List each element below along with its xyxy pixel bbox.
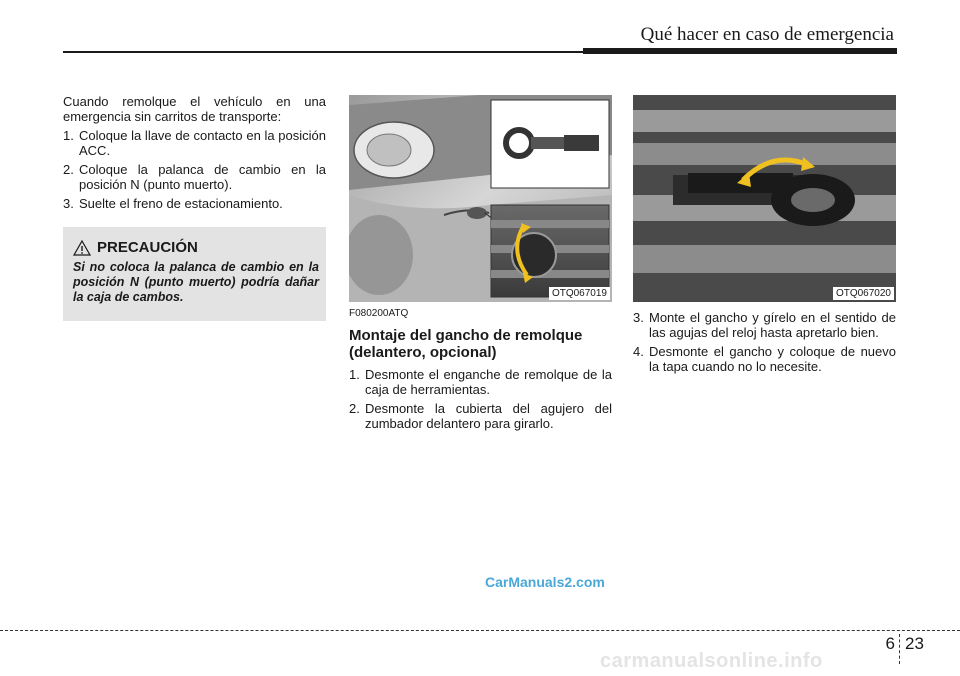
header-rule [63,51,583,53]
hook-install-steps [349,367,612,431]
header-rule-bold [583,48,897,54]
grille-illustration [633,95,896,302]
list-item: 2. Coloque la palanca de cambio en la posición N (punto muerto). [63,162,326,192]
page-number-divider [899,634,901,664]
list-item: 4. Desmonte el gancho y coloque de nuevo la tapa cuando no lo necesite. [633,344,896,374]
towing-steps-list [63,128,326,211]
bumper-illustration [349,95,612,302]
list-item: 1. Desmonte el enganche de remolque de la caja de herramientas. [349,367,612,397]
caution-title: PRECAUCIÓN [97,239,198,256]
list-item: 2. Desmonte la cubierta del agujero del zumbador delantero para girarlo. [349,401,612,431]
right-column [633,310,896,378]
caution-box [63,227,326,321]
figure-code: OTQ067020 [833,287,894,300]
footer-rule [0,630,960,631]
caution-text: Si no coloca la palanca de cambio en la posición N (punto muerto) podría dañar la caja de cambos. [73,260,319,304]
warning-triangle-icon [73,240,91,256]
watermark-carmanualsonline: carmanualsonline.info [600,650,823,672]
section-title: Montaje del gancho de remolque (delantero, opcional) [349,327,583,361]
hook-install-steps-cont [633,310,896,374]
section-ref-code: F080200ATQ [349,308,409,319]
watermark-carmanuals2[interactable]: CarManuals2.com [485,574,605,590]
page-number-value: 23 [905,634,924,653]
list-item: 1. Coloque la llave de contacto en la posición ACC. [63,128,326,158]
list-item: 3. Monte el gancho y gírelo en el sentido de las agujas del reloj hasta apretarlo bien. [633,310,896,340]
chapter-number: 6 [885,634,895,653]
caution-header [73,239,198,256]
middle-column [349,306,612,435]
page-number [883,634,924,664]
intro-paragraph: Cuando remolque el vehículo en una emergencia sin carritos de transporte: [63,94,326,124]
figure-bumper-tow-hook [349,95,612,302]
left-column [63,94,326,215]
figure-code: OTQ067019 [549,287,610,300]
figure-tow-hook-install [633,95,896,302]
list-item: 3. Suelte el freno de estacionamiento. [63,196,283,211]
page-header-title: Qué hacer en caso de emergencia [640,24,894,45]
